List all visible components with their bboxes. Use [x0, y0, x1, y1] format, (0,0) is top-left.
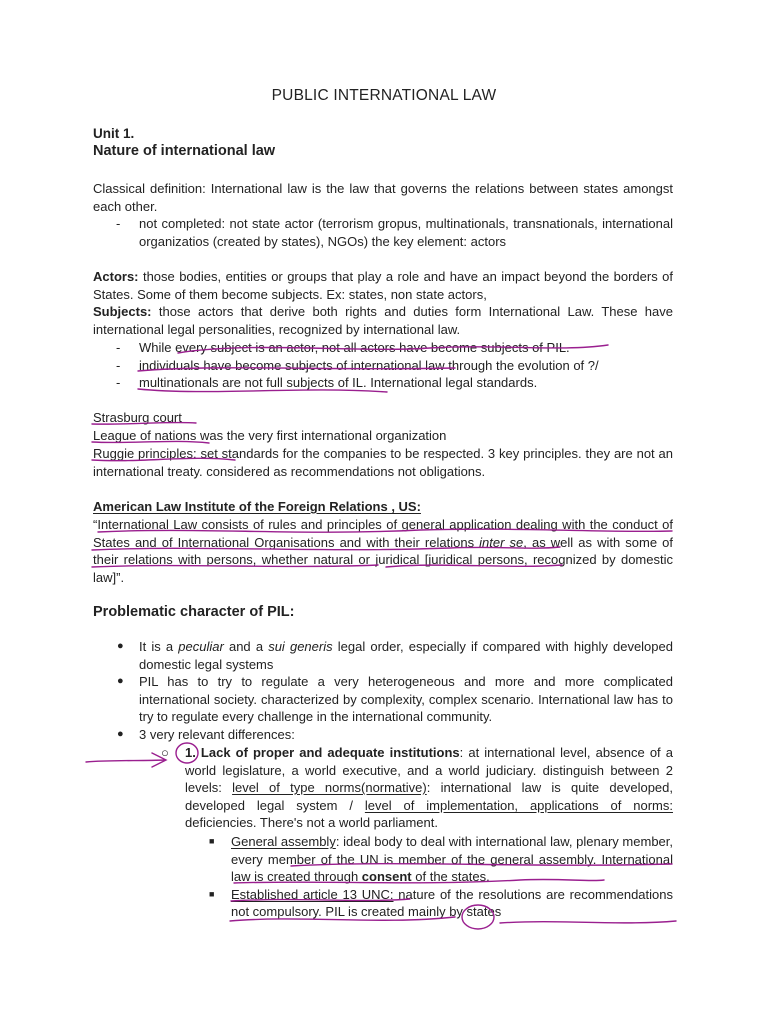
- list-item: [117, 638, 673, 673]
- classical-dash-list: [93, 215, 673, 250]
- ali-heading: [93, 498, 673, 516]
- list-item-text: deficiencies. There's not a world parliament.: [185, 815, 438, 831]
- list-item-text: While every subject is an actor, not all actors have become subjects of PIL.: [139, 340, 570, 355]
- actors-label: Actors:: [93, 269, 139, 284]
- list-item-text: : international law is quite developed, developed legal system /: [185, 780, 673, 813]
- list-item-text: not completed: not state actor (terrorism gropus, multinationals, transnationals, international organizatios (created by states), NGOs) the key element: actors: [139, 216, 673, 249]
- list-item: [161, 744, 673, 832]
- list-item: [93, 339, 673, 357]
- ruggie-underlined: Ruggie principles: [93, 446, 193, 461]
- quote-part-1: “International Law consists of rules and principles of general application dealing with the conduct of States and of International Organisations and with their relations: [93, 517, 673, 550]
- dash-mark: -: [116, 375, 121, 391]
- actors-definition: [93, 268, 673, 303]
- ali-heading-text: American Law Institute of the Foreign Relations , US:: [93, 499, 421, 514]
- actors-text: those bodies, entities or groups that play a role and have an impact beyond the borders of States. Some of them become subjects. Ex: states, non state actors,: [93, 269, 673, 302]
- underlined-text: level of type norms(normative): [232, 780, 427, 796]
- sub-bold: 1. Lack of proper and adequate institutions: [185, 745, 460, 760]
- document-title: PUBLIC INTERNATIONAL LAW: [271, 87, 497, 104]
- square-mark: ■: [209, 836, 215, 846]
- list-item: [209, 833, 673, 886]
- list-item: [117, 726, 673, 744]
- subjects-definition: [93, 303, 673, 338]
- bold-text: consent: [361, 869, 412, 885]
- problematic-bullet-list: [117, 638, 673, 744]
- strasburg-court: Strasburg court: [93, 410, 182, 425]
- section-heading-nature: Nature of international law: [93, 143, 276, 159]
- list-item-text: individuals have become subjects of international law through the evolution of ?/: [139, 357, 599, 373]
- subjects-label: Subjects:: [93, 304, 152, 319]
- italic-text: peculiar: [178, 639, 224, 654]
- dash-mark: -: [116, 340, 121, 355]
- ink-underline-created-mainly: [500, 921, 676, 923]
- quote-italic: inter se: [479, 534, 524, 550]
- ink-arrow-shaft: [86, 760, 165, 762]
- list-item-text: : ideal body to deal with international law, plenary member, every member of the UN is member of the general assembly. International law is created through: [231, 834, 673, 885]
- list-item: [209, 886, 673, 921]
- league-underlined: League of nations: [93, 428, 197, 443]
- assembly-sublist: [209, 833, 673, 921]
- bullet-mark: ●: [117, 640, 124, 652]
- quote-part-2: , as well as with some of their relations with persons, whether natural or juridical [juridical persons, recognized by domestic law]”.: [93, 534, 673, 585]
- list-item: [93, 215, 673, 250]
- bullet-mark: ●: [117, 675, 124, 688]
- list-item-text: It is a: [139, 639, 179, 654]
- subjects-dash-list: [93, 339, 673, 392]
- unit-label: Unit 1.: [93, 126, 135, 141]
- list-item-text: 3 very relevant differences:: [139, 726, 295, 742]
- differences-sublist: [161, 744, 673, 832]
- circle-mark: ○: [161, 745, 169, 760]
- dash-mark: -: [116, 357, 121, 373]
- list-item-text: of the states.: [411, 869, 490, 885]
- subjects-text: those actors that derive both rights and duties form International Law. These have international legal personalities, recognized by international law.: [93, 304, 673, 337]
- list-item-text: legal order, especially if compared with highly developed domestic legal systems: [139, 639, 673, 672]
- list-item-text: nature of the resolutions are recommendations not compulsory. PIL is created mainly by states: [231, 886, 673, 920]
- list-item: [93, 357, 673, 375]
- ali-quote: [93, 516, 673, 586]
- league-text: was the very first international organization: [196, 428, 447, 443]
- underlined-text: Established article 13 UNC:: [231, 886, 394, 902]
- underlined-text: General assembly: [231, 834, 336, 849]
- dash-mark: -: [116, 216, 121, 231]
- league-of-nations: [93, 427, 673, 445]
- list-item: [117, 673, 673, 726]
- list-item-text: multinationals are not full subjects of IL. International legal standards.: [139, 375, 538, 391]
- italic-text: sui generis: [268, 639, 333, 654]
- list-item-text: : at international level, absence of a world legislature, a world executive, and a world judiciary. distinguish between 2 levels:: [185, 745, 673, 796]
- square-mark: ■: [209, 888, 215, 899]
- underlined-text: level of implementation, applications of norms:: [364, 797, 673, 813]
- classical-definition: Classical definition: International law is the law that governs the relations between states amongst each other.: [93, 181, 673, 214]
- section-heading-problematic: Problematic character of PIL:: [93, 604, 295, 620]
- ruggie-text: : set standards for the companies to be respected. 3 key principles. they are not an international treaty. considered as recommendations not obligations.: [93, 446, 673, 479]
- list-item-text: PIL has to try to regulate a very heterogeneous and more and more complicated international society. characterized by complexity, complex scenario. International law has to try to regulate every challenge in the international community.: [139, 674, 673, 725]
- list-item: [93, 374, 673, 392]
- bullet-mark: ●: [117, 727, 124, 740]
- list-item-text: and a: [223, 639, 269, 654]
- ruggie-principles: [93, 445, 673, 480]
